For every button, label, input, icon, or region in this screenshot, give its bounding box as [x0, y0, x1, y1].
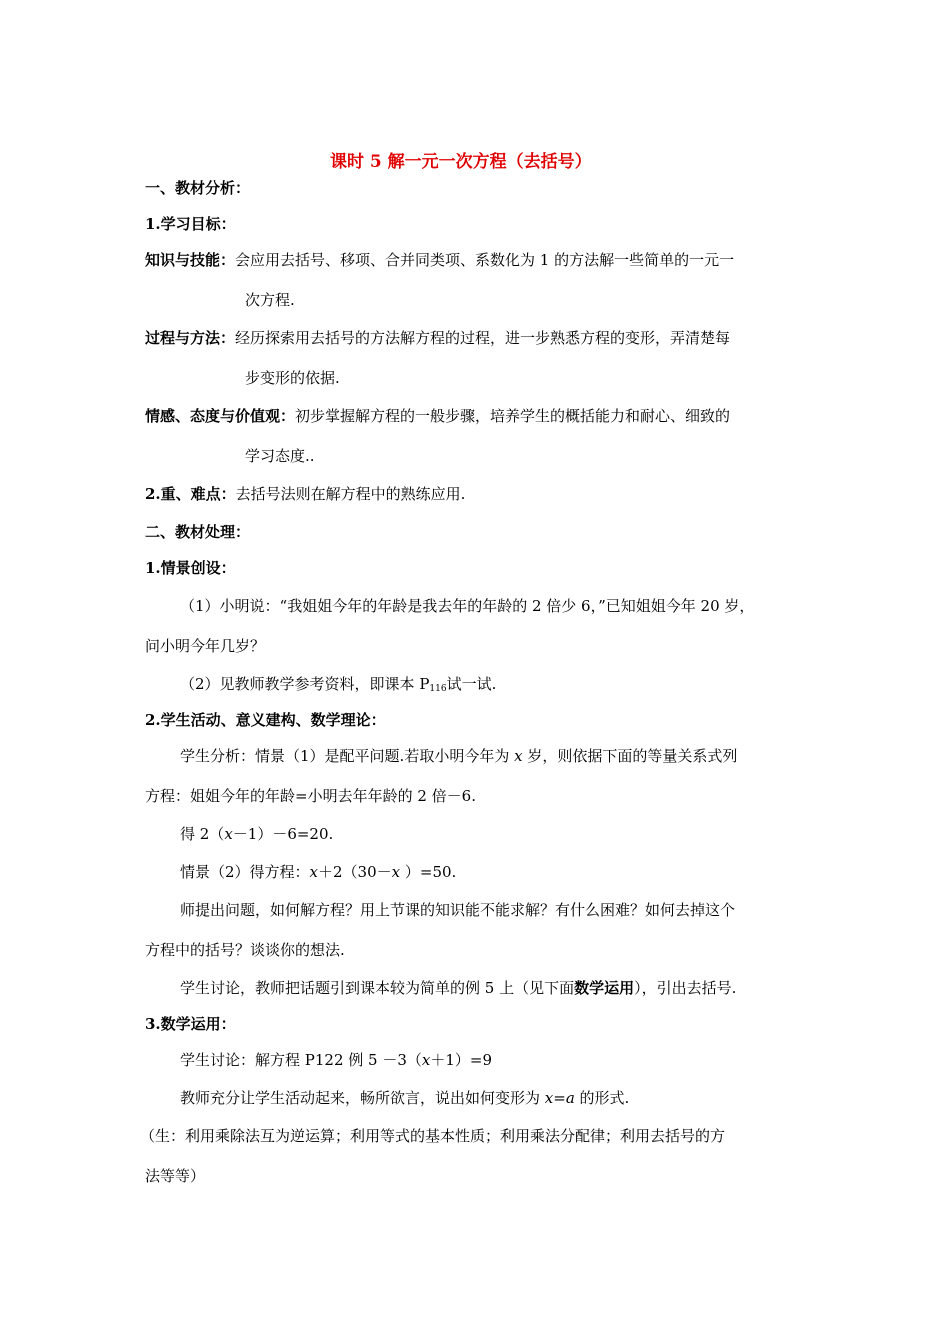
teacher-question: 师提出问题，如何解方程？用上节课的知识能不能求解？有什么困难？如何去掉这个 — [180, 901, 736, 919]
scene-2-text — [180, 674, 496, 699]
discussion-pre: 学生讨论，教师把话题引到课本较为简单的例 5 上（见下面 — [180, 979, 575, 997]
teacher-post: 的形式. — [574, 1089, 630, 1107]
discussion-line — [180, 978, 736, 998]
student-note: （生：利用乘除法互为逆运算；利用等式的基本性质；利用乘法分配律；利用去括号的方 — [140, 1127, 726, 1145]
var-x: x — [391, 863, 401, 881]
eq1-pre: 得 2（ — [180, 825, 225, 843]
page-subscript: 116 — [429, 684, 447, 694]
var-a: a — [565, 1089, 575, 1107]
process-label: 过程与方法： — [145, 329, 236, 347]
scene-1-text-cont: 问小明今年几岁？ — [145, 637, 266, 655]
scene-heading: 1.情景创设： — [145, 559, 236, 577]
equation-2 — [180, 862, 456, 882]
student-note-cont: 法等等） — [145, 1167, 206, 1185]
apply-heading: 3.数学运用： — [145, 1015, 236, 1033]
eq2-post: ）=50. — [400, 863, 457, 881]
analysis-line — [180, 746, 737, 766]
teacher-mid: = — [553, 1089, 566, 1107]
var-x: x — [309, 863, 319, 881]
equation-1 — [180, 824, 333, 844]
example-line — [180, 1050, 492, 1070]
key-points-label: 2.重、难点： — [145, 485, 236, 503]
teacher-line — [180, 1088, 629, 1108]
eq2-mid: ＋2（30－ — [318, 863, 392, 881]
scene-1-text: （1）小明说：“我姐姐今年的年龄是我去年的年龄的 2 倍少 6，”已知姐姐今年 20 岁， — [180, 597, 755, 615]
key-points-line — [145, 484, 465, 504]
analysis-post: 岁，则依据下面的等量关系式列 — [522, 747, 738, 765]
emotion-line — [145, 406, 730, 426]
discussion-bold: 数学运用 — [574, 979, 635, 997]
var-x: x — [224, 825, 233, 843]
eq1-post: －1）－6=20. — [232, 825, 334, 843]
process-line — [145, 328, 730, 348]
knowledge-text-cont: 次方程. — [245, 291, 295, 309]
analysis-line-cont: 方程：姐姐今年的年龄=小明去年年龄的 2 倍－6. — [145, 787, 476, 805]
section-2-heading: 二、教材处理： — [145, 523, 251, 541]
example-pre: 学生讨论：解方程 P122 例 5 －3（ — [180, 1051, 422, 1069]
goals-heading: 1.学习目标： — [145, 215, 236, 233]
emotion-text-cont: 学习态度.. — [245, 447, 315, 465]
knowledge-label: 知识与技能： — [145, 251, 236, 269]
eq2-pre: 情景（2）得方程： — [180, 863, 310, 881]
emotion-text: 初步掌握解方程的一般步骤，培养学生的概括能力和耐心、细致的 — [295, 407, 731, 425]
teacher-pre: 教师充分让学生活动起来，畅所欲言，说出如何变形为 — [180, 1089, 545, 1107]
page-title: 课时 5 解一元一次方程（去括号） — [330, 152, 592, 172]
discussion-post: ），引出去括号. — [634, 979, 737, 997]
scene-2-post: 试一试. — [446, 675, 497, 693]
knowledge-line — [145, 250, 734, 270]
process-text: 经历探索用去括号的方法解方程的过程，进一步熟悉方程的变形，弄清楚每 — [235, 329, 731, 347]
var-x: x — [514, 747, 523, 765]
key-points-text: 去括号法则在解方程中的熟练应用. — [235, 485, 466, 503]
analysis-pre: 学生分析：情景（1）是配平问题.若取小明今年为 — [180, 747, 515, 765]
activity-heading: 2.学生活动、意义建构、数学理论： — [145, 711, 386, 729]
scene-2-pre: （2）见教师教学参考资料，即课本 P — [180, 675, 430, 693]
example-post: ＋1）=9 — [430, 1051, 493, 1069]
teacher-question-cont: 方程中的括号？谈谈你的想法. — [145, 941, 345, 959]
var-x: x — [544, 1089, 554, 1107]
var-x: x — [421, 1051, 431, 1069]
emotion-label: 情感、态度与价值观： — [145, 407, 296, 425]
process-text-cont: 步变形的依据. — [245, 369, 340, 387]
section-1-heading: 一、教材分析： — [145, 179, 251, 197]
knowledge-text: 会应用去括号、移项、合并同类项、系数化为 1 的方法解一些简单的一元一 — [235, 251, 735, 269]
